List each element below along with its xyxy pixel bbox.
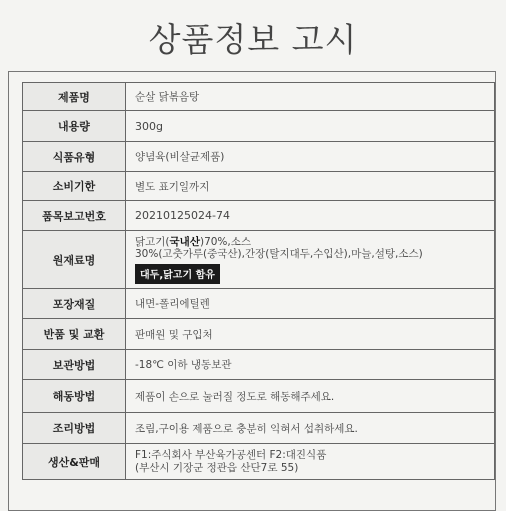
table-row [23, 83, 495, 111]
producer-line-1: F1:주식회사 부산육가공센터 F2:대진식품 [135, 449, 327, 461]
ingredients-cell [126, 231, 495, 289]
row-label: 내용량 [23, 111, 126, 142]
table-row [23, 172, 495, 201]
row-value: 20210125024-74 [126, 201, 495, 231]
table-row [23, 289, 495, 319]
origin-bold: 국내산 [169, 235, 200, 248]
producer-line-2: (부산시 기장군 정관읍 산단7로 55) [135, 461, 299, 474]
row-value: 순살 닭볶음탕 [126, 83, 495, 111]
row-label: 제품명 [23, 83, 126, 111]
row-label: 식품유형 [23, 142, 126, 172]
table-row [23, 444, 495, 480]
ingredients-text: 닭고기( [135, 235, 170, 248]
row-label: 소비기한 [23, 172, 126, 201]
row-label: 원재료명 [23, 231, 126, 289]
ingredients-line-2: 30%(고춧가루(중국산),간장(탈지대두,수입산),마늘,설탕,소스) [135, 248, 423, 260]
row-value: 양념육(비살균제품) [126, 142, 495, 172]
product-info-table [22, 82, 495, 480]
table-row [23, 380, 495, 413]
row-label: 반품 및 교환 [23, 319, 126, 350]
table-row [23, 350, 495, 380]
row-value: -18℃ 이하 냉동보관 [126, 350, 495, 380]
row-value: 별도 표기일까지 [126, 172, 495, 201]
table-row [23, 142, 495, 172]
table-row [23, 231, 495, 289]
producer-cell [126, 444, 495, 480]
table-row [23, 201, 495, 231]
ingredients-line-1 [135, 236, 494, 249]
row-value: 제품이 손으로 눌러질 정도로 해동해주세요. [126, 380, 495, 413]
row-value: 300g [126, 111, 495, 142]
row-label: 생산&판매 [23, 444, 126, 480]
row-value: 내면-폴리에틸렌 [126, 289, 495, 319]
table-row [23, 111, 495, 142]
row-label: 포장재질 [23, 289, 126, 319]
row-label: 보관방법 [23, 350, 126, 380]
row-value: 조림,구이용 제품으로 충분히 익혀서 섭취하세요. [126, 413, 495, 444]
allergen-badge: 대두,닭고기 함유 [135, 264, 220, 284]
ingredients-text: )70%,소스 [199, 235, 252, 248]
row-label: 조리방법 [23, 413, 126, 444]
row-value: 판매원 및 구입처 [126, 319, 495, 350]
row-label: 품목보고번호 [23, 201, 126, 231]
page-title: 상품정보 고시 [148, 20, 358, 59]
table-row [23, 413, 495, 444]
table-row [23, 319, 495, 350]
row-label: 해동방법 [23, 380, 126, 413]
